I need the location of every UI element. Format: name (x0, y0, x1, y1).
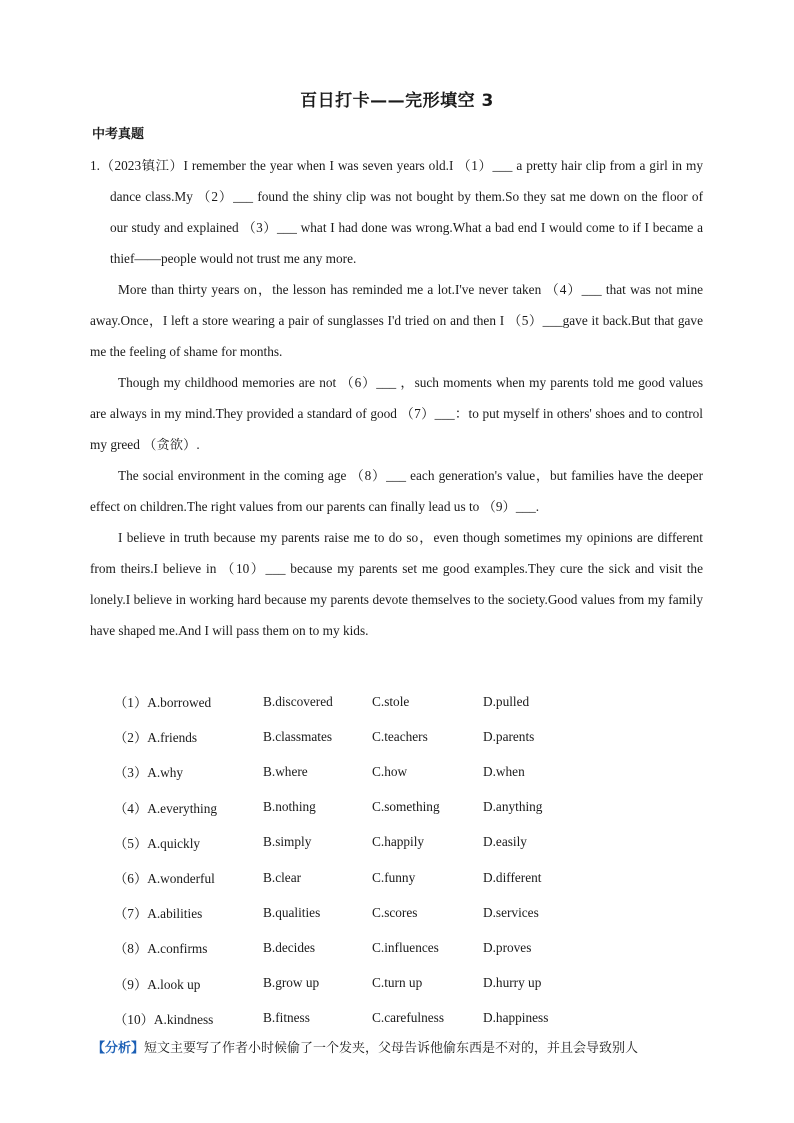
option-c: C.how (372, 763, 408, 779)
option-a: （10）A.kindness (114, 1011, 214, 1027)
option-row (114, 1001, 634, 1036)
analysis-tag: 【分析】 (92, 1041, 145, 1056)
option-c: C.turn up (372, 975, 423, 991)
analysis (92, 1037, 712, 1056)
option-b: B.decides (263, 939, 316, 955)
option-row (114, 966, 634, 1001)
option-a: （3）A.why (114, 765, 184, 781)
option-b: B.qualities (263, 904, 321, 920)
option-b: B.discovered (263, 693, 333, 709)
passage-paragraph-5: I believe in truth because my parents raise me to do so，even though sometimes my opinions are different from theirs.I believe in （10）___ because my parents set me good examples.They cure the sick and visit the lonely.I believe in working hard because my parents devote themselves to the society.Good values from my family have shaped me.And I will pass them on to my kids. (90, 530, 703, 638)
option-d: D.different (483, 869, 542, 885)
option-a: （9）A.look up (114, 976, 201, 992)
option-a: （6）A.wonderful (114, 871, 215, 887)
option-row (114, 790, 634, 825)
option-row (114, 719, 634, 754)
passage-paragraph-3: Though my childhood memories are not （6）___ ，such moments when my parents told me good values are always in my mind.They provided a standard of good （7）___：to put myself in others' shoes and to control my greed （贪欲）. (90, 375, 703, 452)
option-c: C.scores (372, 904, 418, 920)
analysis-text: 短文主要写了作者小时候偷了一个发夹，父母告诉他偷东西是不对的，并且会导致别人 (144, 1041, 639, 1056)
option-c: C.teachers (372, 728, 428, 744)
passage-paragraph-1: 1.（2023镇江）I remember the year when I was seven years old.I （1）___ a pretty hair clip from a girl in my dance class.My （2）___ found the shiny clip was not bought by them.So they sat me down on the floor of our study and explained （3）___ what I had done was wrong.What a bad end I would come to if I became a thief——people would not trust me any more. (90, 158, 703, 266)
option-d: D.when (483, 763, 525, 779)
option-b: B.grow up (263, 975, 320, 991)
option-c: C.something (372, 799, 440, 815)
option-b: B.where (263, 763, 308, 779)
option-c: C.funny (372, 869, 416, 885)
option-c: C.happily (372, 834, 425, 850)
passage-paragraph-4: The social environment in the coming age （8）___ each generation's value，but families have the deeper effect on children.The right values from our parents can finally lead us to （9）___. (90, 468, 703, 514)
option-a: （7）A.abilities (114, 906, 203, 922)
option-a: （2）A.friends (114, 730, 198, 746)
option-d: D.pulled (483, 693, 530, 709)
passage-paragraph-2: More than thirty years on，the lesson has reminded me a lot.I've never taken （4）___ that was not mine away.Once，I left a store wearing a pair of sunglasses I'd tried on and then I （5）___gave it back.But that gave me the feeling of shame for months. (90, 282, 703, 359)
option-row (114, 754, 634, 789)
option-b: B.classmates (263, 728, 333, 744)
option-a: （4）A.everything (114, 800, 218, 816)
option-c: C.carefulness (372, 1010, 444, 1026)
option-row (114, 895, 634, 930)
option-d: D.easily (483, 834, 527, 850)
option-a: （1）A.borrowed (114, 695, 212, 711)
page-title: 百日打卡——完形填空 3 (300, 91, 494, 111)
option-b: B.simply (263, 834, 312, 850)
option-b: B.nothing (263, 799, 316, 815)
option-b: B.fitness (263, 1010, 310, 1026)
option-row (114, 825, 634, 860)
option-d: D.parents (483, 728, 535, 744)
cloze-passage (90, 150, 703, 646)
option-d: D.services (483, 904, 539, 920)
option-d: D.hurry up (483, 975, 542, 991)
answer-options (114, 684, 634, 1036)
option-d: D.happiness (483, 1010, 549, 1026)
section-label: 中考真题 (92, 127, 145, 142)
option-c: C.influences (372, 939, 439, 955)
option-row (114, 684, 634, 719)
option-row (114, 930, 634, 965)
option-d: D.proves (483, 939, 532, 955)
option-row (114, 860, 634, 895)
option-c: C.stole (372, 693, 410, 709)
option-a: （8）A.confirms (114, 941, 208, 957)
option-d: D.anything (483, 799, 543, 815)
option-a: （5）A.quickly (114, 835, 201, 851)
option-b: B.clear (263, 869, 302, 885)
